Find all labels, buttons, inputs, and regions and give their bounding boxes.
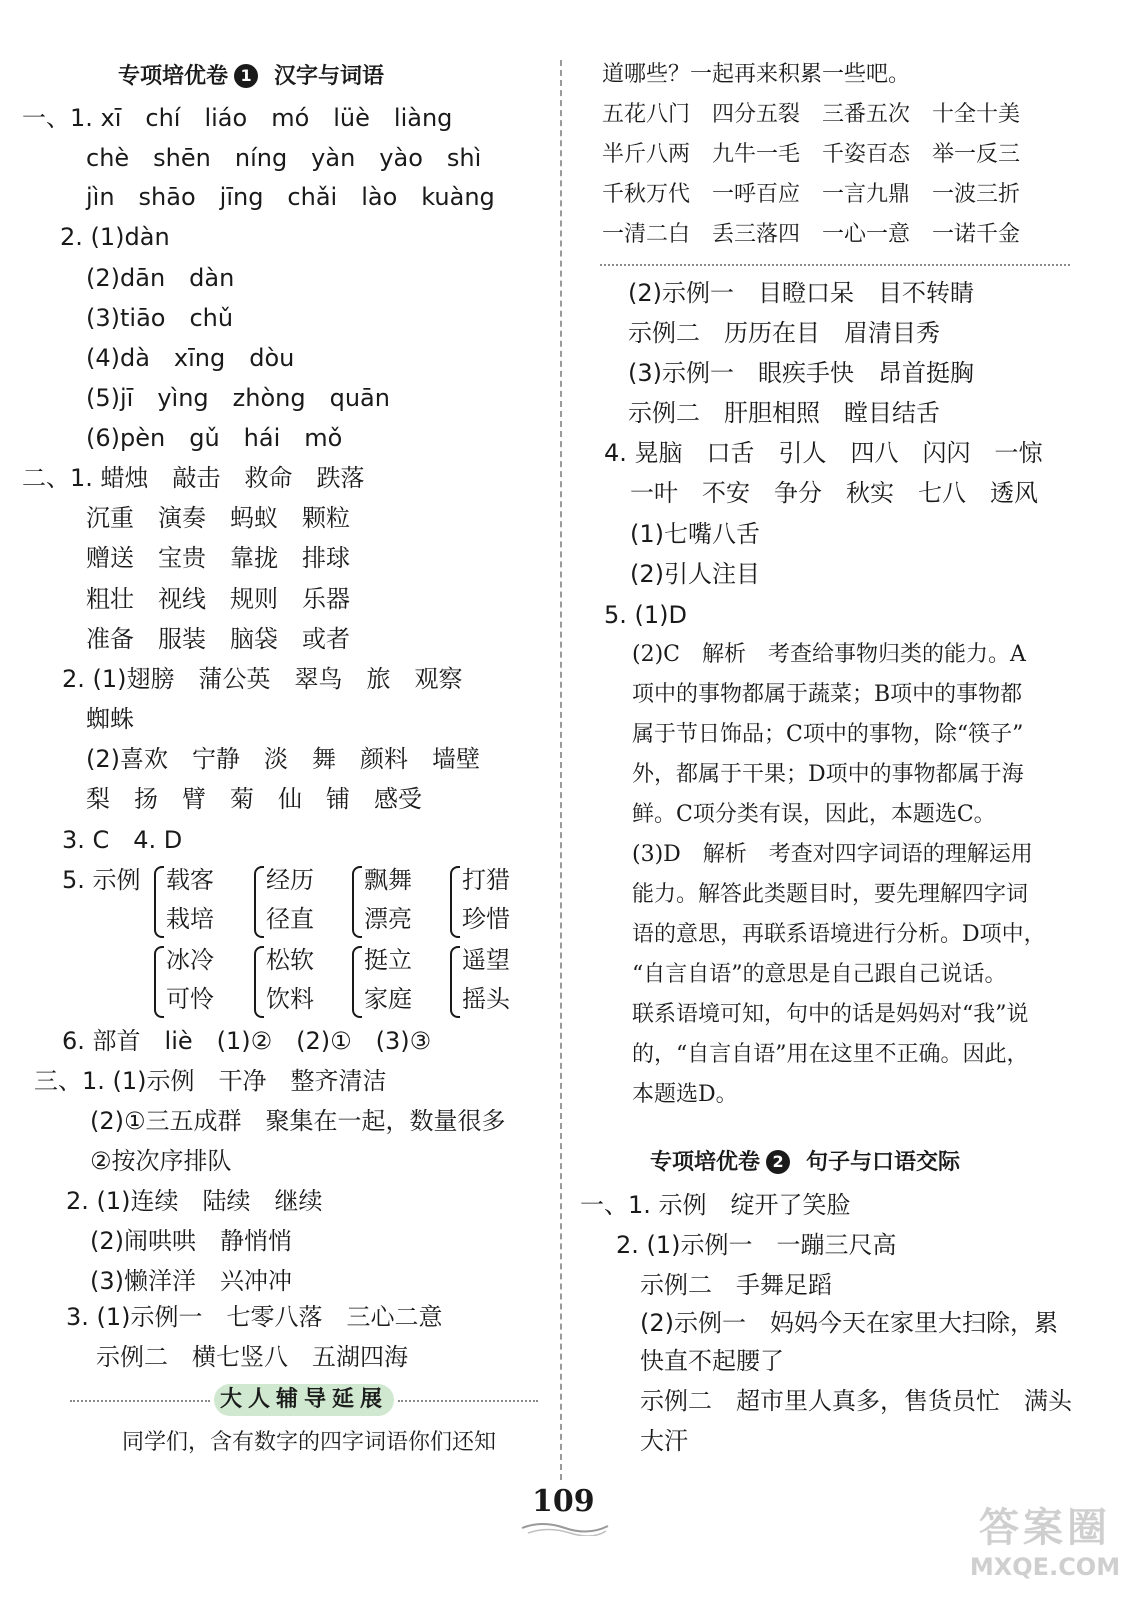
idiom-row: 五花八门 四分五裂 三番五次 十全十美	[602, 102, 1021, 127]
page-number: 109	[532, 1484, 595, 1519]
answer-line: 属于节日饰品；C项中的事物，除“筷子”	[632, 722, 1024, 747]
answer-line: chè shēn níng yàn yào shì	[86, 144, 482, 172]
word-pair-bottom: 漂亮	[364, 905, 412, 933]
extension-intro: 同学们，含有数字的四字词语你们还知	[122, 1430, 497, 1455]
answer-line: 2. (1)dàn	[60, 223, 170, 251]
word-pair-top: 经历	[266, 866, 314, 894]
word-pair-bottom: 珍惜	[462, 905, 510, 933]
answer-line: 外，都属于干果；D项中的事物都属于海	[632, 762, 1024, 787]
watermark-url: MXQE.COM	[969, 1553, 1121, 1581]
section-2-subtitle: 句子与口语交际	[806, 1150, 961, 1175]
answer-line: 2. (1)示例一 一蹦三尺高	[616, 1231, 897, 1259]
idiom-row: 半斤八两 九牛一毛 千姿百态 举一反三	[602, 142, 1021, 167]
answer-line: 沉重 演奏 蚂蚁 颗粒	[86, 504, 350, 532]
answer-line: (3)示例一 眼疾手快 昂首挺胸	[628, 359, 974, 387]
extension-banner: 大人辅导延展	[214, 1384, 394, 1416]
answer-line: (3)懒洋洋 兴冲冲	[90, 1267, 292, 1295]
dotted-rule	[70, 1400, 210, 1402]
answer-line: 3. C 4. D	[62, 826, 183, 854]
answer-line: (2)C 解析 考查给事物归类的能力。A	[632, 642, 1026, 667]
answer-line: 快直不起腰了	[640, 1347, 784, 1375]
section-1-title: 专项培优卷	[118, 64, 229, 89]
extension-intro-cont: 道哪些？一起再来积累一些吧。	[602, 62, 911, 87]
section-2-badge: 2	[766, 1150, 790, 1174]
answer-line: (2)①三五成群 聚集在一起，数量很多	[90, 1107, 506, 1135]
answer-line: 示例二 超市里人真多，售货员忙 满头	[640, 1387, 1072, 1415]
answer-line: 二、1. 蜡烛 敲击 救命 跌落	[22, 464, 365, 492]
answer-line: 大汗	[640, 1427, 688, 1455]
answer-line: 本题选D。	[632, 1082, 738, 1107]
answer-line: 5. (1)D	[604, 601, 688, 629]
answer-line: 示例二 手舞足蹈	[640, 1271, 832, 1299]
answer-line: (2)dān dàn	[86, 264, 235, 292]
word-pair-bottom: 径直	[266, 905, 314, 933]
answer-line: “自言自语”的意思是自己跟自己说话。	[632, 962, 1007, 987]
brace	[450, 946, 460, 1018]
answer-line: 粗壮 视线 规则 乐器	[86, 585, 350, 613]
word-pair-bottom: 可怜	[166, 985, 214, 1013]
answer-line: (2)闹哄哄 静悄悄	[90, 1227, 292, 1255]
answer-line: 示例二 横七竖八 五湖四海	[96, 1343, 408, 1371]
answer-line: (2)示例一 妈妈今天在家里大扫除，累	[640, 1309, 1058, 1337]
brace	[254, 946, 264, 1018]
answer-line: 准备 服装 脑袋 或者	[86, 625, 350, 653]
answer-line: 能力。解答此类题目时，要先理解四字词	[632, 882, 1029, 907]
dotted-rule	[600, 264, 1070, 266]
answer-line: 示例二 历历在目 眉清目秀	[628, 319, 940, 347]
answer-line: jìn shāo jīng chǎi lào kuàng	[86, 183, 495, 211]
answer-line: 2. (1)翅膀 蒲公英 翠鸟 旅 观察	[62, 665, 463, 693]
answer-line: (3)tiāo chǔ	[86, 304, 234, 332]
brace	[450, 866, 460, 938]
word-pair-top: 冰冷	[166, 946, 214, 974]
answer-line: ②按次序排队	[90, 1147, 232, 1175]
brace	[254, 866, 264, 938]
word-pair-top: 载客	[166, 866, 214, 894]
answer-line: 梨 扬 臂 菊 仙 铺 感受	[86, 785, 422, 813]
answer-line: (5)jī yìng zhòng quān	[86, 384, 390, 412]
section-2-heading	[650, 1148, 960, 1178]
answer-line: 语的意思，再联系语境进行分析。D项中，	[632, 922, 1046, 947]
word-pair-bottom: 家庭	[364, 985, 412, 1013]
answer-line: 赠送 宝贵 靠拢 排球	[86, 544, 350, 572]
answer-line: (4)dà xīng dòu	[86, 344, 295, 372]
word-pair-top: 飘舞	[364, 866, 412, 894]
section-1-badge: 1	[234, 64, 258, 88]
section-2-title: 专项培优卷	[650, 1150, 761, 1175]
answer-line: 示例二 肝胆相照 瞠目结舌	[628, 399, 940, 427]
answer-line: 联系语境可知，句中的话是妈妈对“我”说	[632, 1002, 1029, 1027]
answer-line: (2)引人注目	[630, 560, 760, 588]
dotted-rule	[398, 1400, 538, 1402]
answer-line: 蜘蛛	[86, 705, 134, 733]
watermark	[960, 1496, 1130, 1596]
answer-line: (2)示例一 目瞪口呆 目不转睛	[628, 279, 974, 307]
column-divider	[560, 60, 562, 1480]
answer-line: 一、1. 示例 绽开了笑脸	[580, 1191, 851, 1219]
word-pair-top: 打猎	[462, 866, 510, 894]
answer-line: (6)pèn gǔ hái mǒ	[86, 424, 343, 452]
brace	[154, 946, 164, 1018]
answer-line: 3. (1)示例一 七零八落 三心二意	[66, 1303, 443, 1331]
brace	[154, 866, 164, 938]
idiom-row: 千秋万代 一呼百应 一言九鼎 一波三折	[602, 182, 1021, 207]
answer-line: (1)七嘴八舌	[630, 520, 760, 548]
answer-line: 三、1. (1)示例 干净 整齐清洁	[34, 1067, 387, 1095]
word-pair-top: 松软	[266, 946, 314, 974]
answer-line: 2. (1)连续 陆续 继续	[66, 1187, 323, 1215]
answer-line: (3)D 解析 考查对四字词语的理解运用	[632, 842, 1033, 867]
answer-line: 的，“自言自语”用在这里不正确。因此，	[632, 1042, 1029, 1067]
answer-line: 项中的事物都属于蔬菜；B项中的事物都	[632, 682, 1023, 707]
word-pair-top: 遥望	[462, 946, 510, 974]
answer-line: 一、1. xī chí liáo mó lüè liàng	[22, 104, 453, 132]
word-pair-bottom: 栽培	[166, 905, 214, 933]
answer-line: 鲜。C项分类有误，因此，本题选C。	[632, 802, 996, 827]
brace	[352, 946, 362, 1018]
answer-line: (2)喜欢 宁静 淡 舞 颜料 墙壁	[86, 745, 480, 773]
q5-label: 5. 示例	[62, 866, 141, 894]
wave-ornament	[520, 1518, 610, 1536]
answer-line: 6. 部首 liè (1)② (2)① (3)③	[62, 1027, 432, 1055]
brace	[352, 866, 362, 938]
word-pair-top: 挺立	[364, 946, 412, 974]
word-pair-bottom: 摇头	[462, 985, 510, 1013]
section-1-subtitle: 汉字与词语	[274, 64, 385, 89]
section-1-heading	[118, 62, 384, 92]
watermark-logo: 答案圈	[979, 1505, 1111, 1551]
answer-line: 一叶 不安 争分 秋实 七八 透风	[630, 479, 1038, 507]
answer-line: 4. 晃脑 口舌 引人 四八 闪闪 一惊	[604, 439, 1043, 467]
word-pair-bottom: 饮料	[266, 985, 314, 1013]
idiom-row: 一清二白 丢三落四 一心一意 一诺千金	[602, 222, 1021, 247]
